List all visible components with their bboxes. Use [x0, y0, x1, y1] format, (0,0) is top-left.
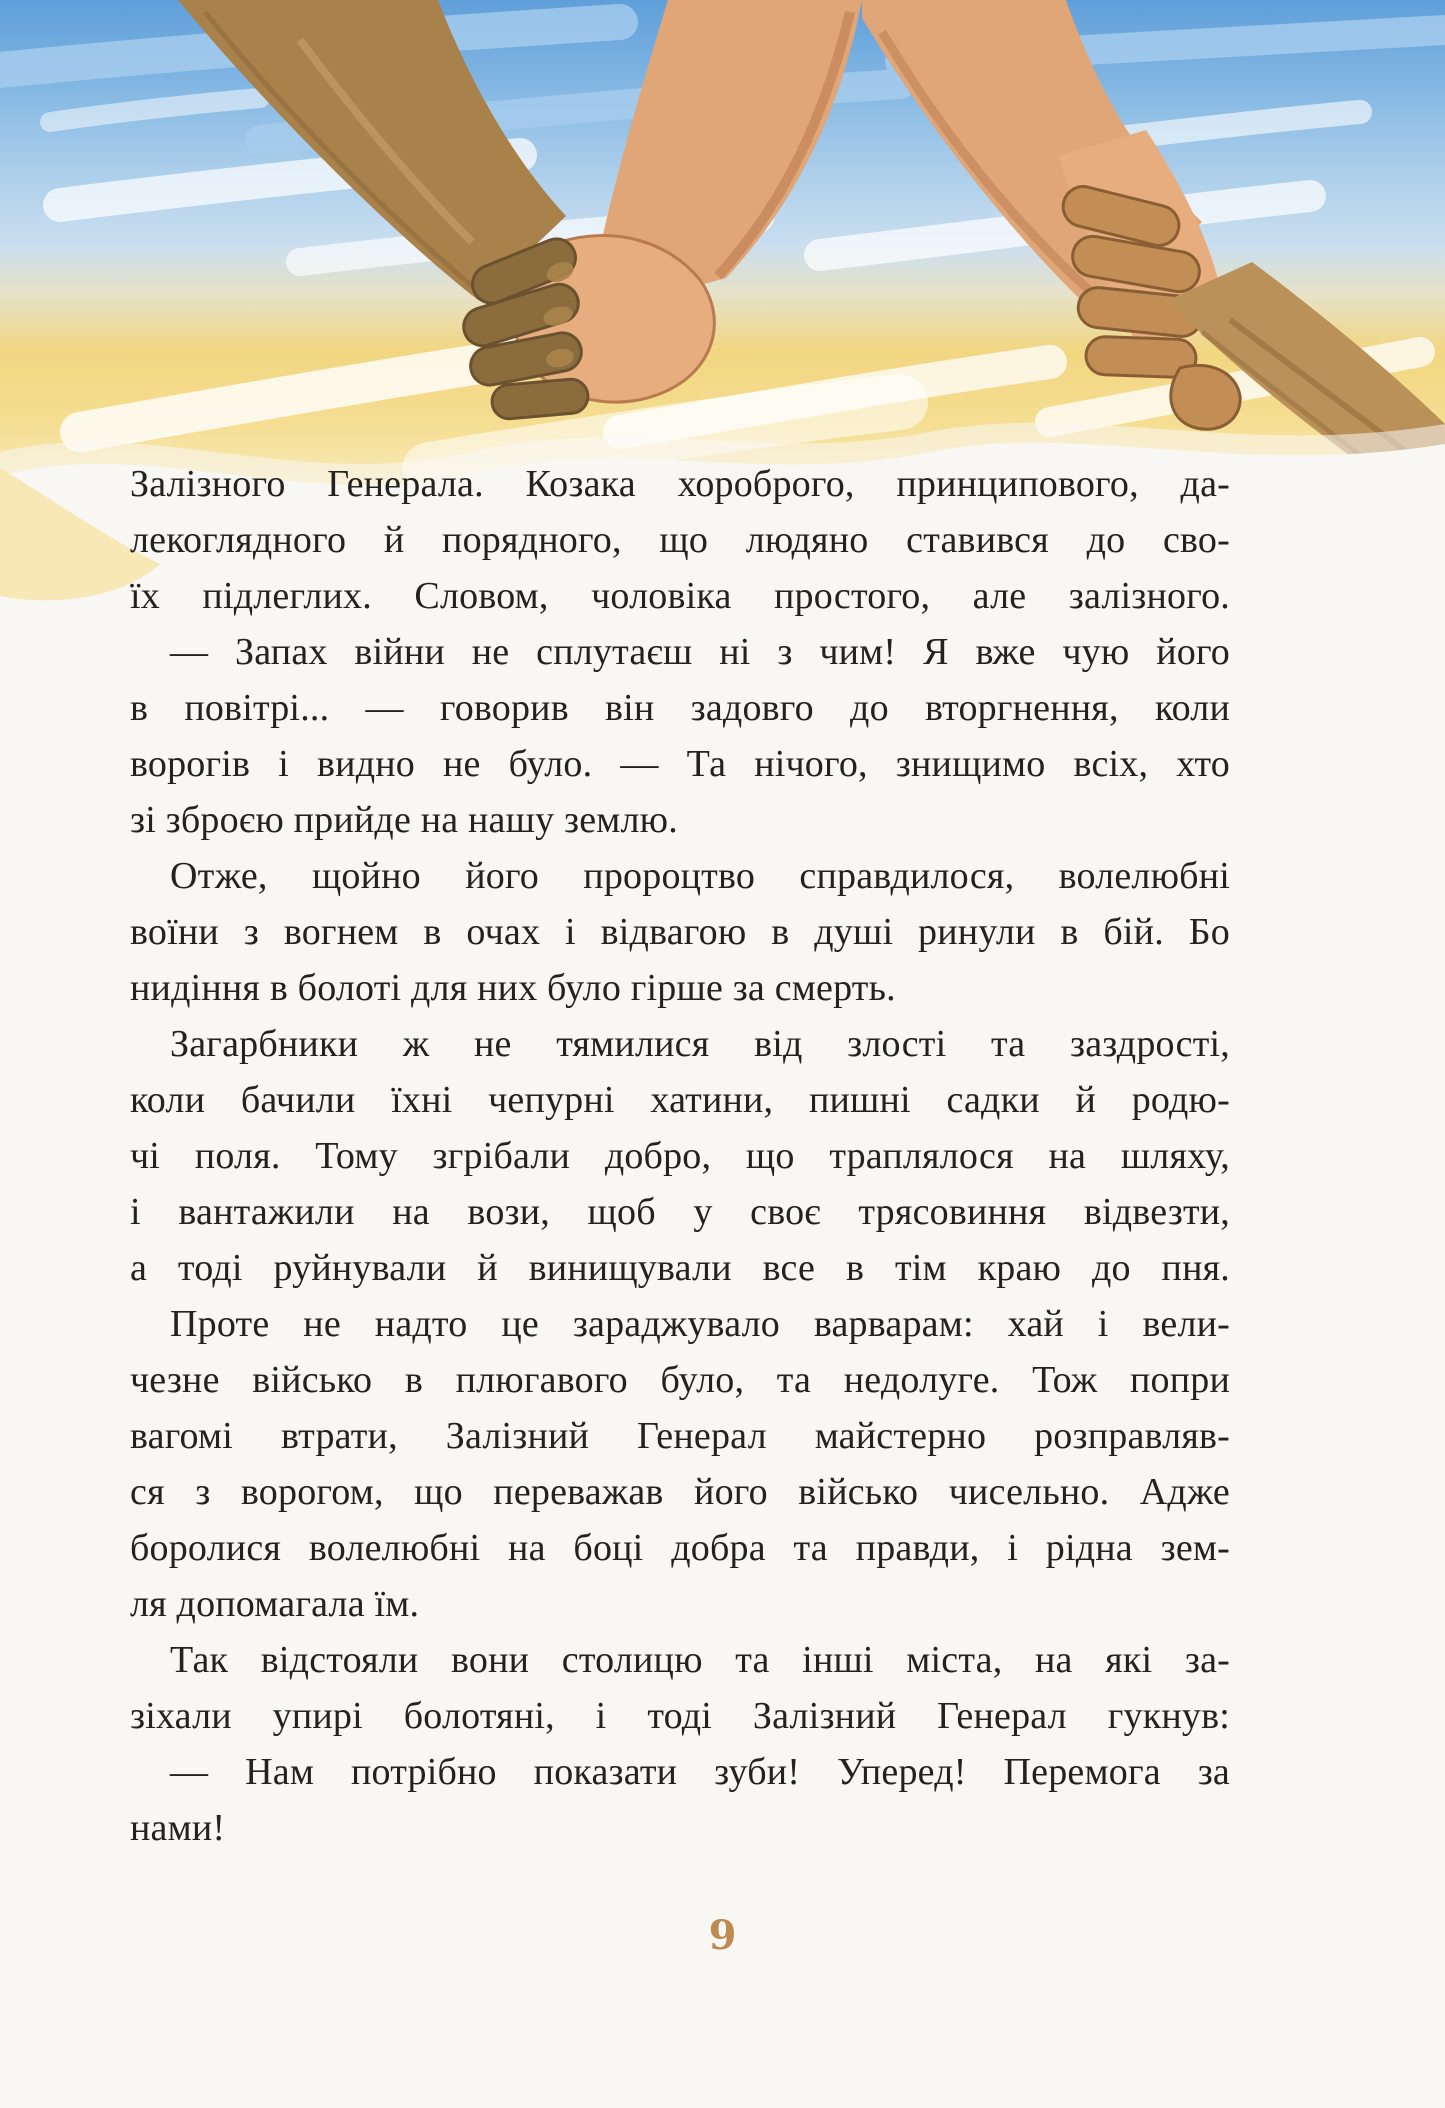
text-line: а тоді руйнували й винищували все в тім краю до пня.	[130, 1247, 1230, 1289]
text-line: лекоглядного й порядного, що людяно ставився до сво-	[130, 519, 1230, 561]
text-line: зіхали упирі болотяні, і тоді Залізний Генерал гукнув:	[130, 1695, 1230, 1737]
text-line: Загарбники ж не тямилися від злості та заздрості,	[170, 1023, 1230, 1065]
text-line: в повітрі... — говорив він задовго до вторгнення, коли	[130, 687, 1230, 729]
text-line: Отже, щойно його пророцтво справдилося, волелюбні	[170, 855, 1230, 897]
text-line: Проте не надто це зараджувало варварам: хай і вели-	[170, 1303, 1230, 1345]
text-line: воїни з вогнем в очах і відвагою в душі ринули в бій. Бо	[130, 911, 1230, 953]
text-line: — Запах війни не сплутаєш ні з чим! Я вже чую його	[170, 631, 1230, 673]
text-line: ся з ворогом, що переважав його військо чисельно. Адже	[130, 1471, 1230, 1513]
text-line: нидіння в болоті для них було гірше за смерть.	[130, 967, 896, 1009]
text-line: чі поля. Тому згрібали добро, що траплялося на шляху,	[130, 1135, 1230, 1177]
text-line: — Нам потрібно показати зуби! Уперед! Перемога за	[170, 1751, 1230, 1793]
text-line: Так відстояли вони столицю та інші міста, на які за-	[170, 1639, 1230, 1681]
text-line: вагомі втрати, Залізний Генерал майстерно розправляв-	[130, 1415, 1230, 1457]
text-line: нами!	[130, 1807, 226, 1849]
text-line: зі зброєю прийде на нашу землю.	[130, 799, 678, 841]
text-line: ворогів і видно не було. — Та нічого, знищимо всіх, хто	[130, 743, 1230, 785]
text-line: Залізного Генерала. Козака хороброго, принципового, да-	[130, 463, 1230, 505]
text-line: ля допомагала їм.	[130, 1583, 420, 1625]
text-line: чезне військо в плюгавого було, та недолуге. Тож попри	[130, 1359, 1230, 1401]
story-text	[130, 456, 1230, 1856]
text-line: їх підлеглих. Словом, чоловіка простого, але залізного.	[130, 575, 1230, 617]
page-number: 9	[708, 1912, 737, 1959]
text-line: і вантажили на вози, щоб у своє трясовиння відвезти,	[130, 1191, 1230, 1233]
text-line: боролися волелюбні на боці добра та правди, і рідна зем-	[130, 1527, 1230, 1569]
text-line: коли бачили їхні чепурні хатини, пишні садки й родю-	[130, 1079, 1230, 1121]
